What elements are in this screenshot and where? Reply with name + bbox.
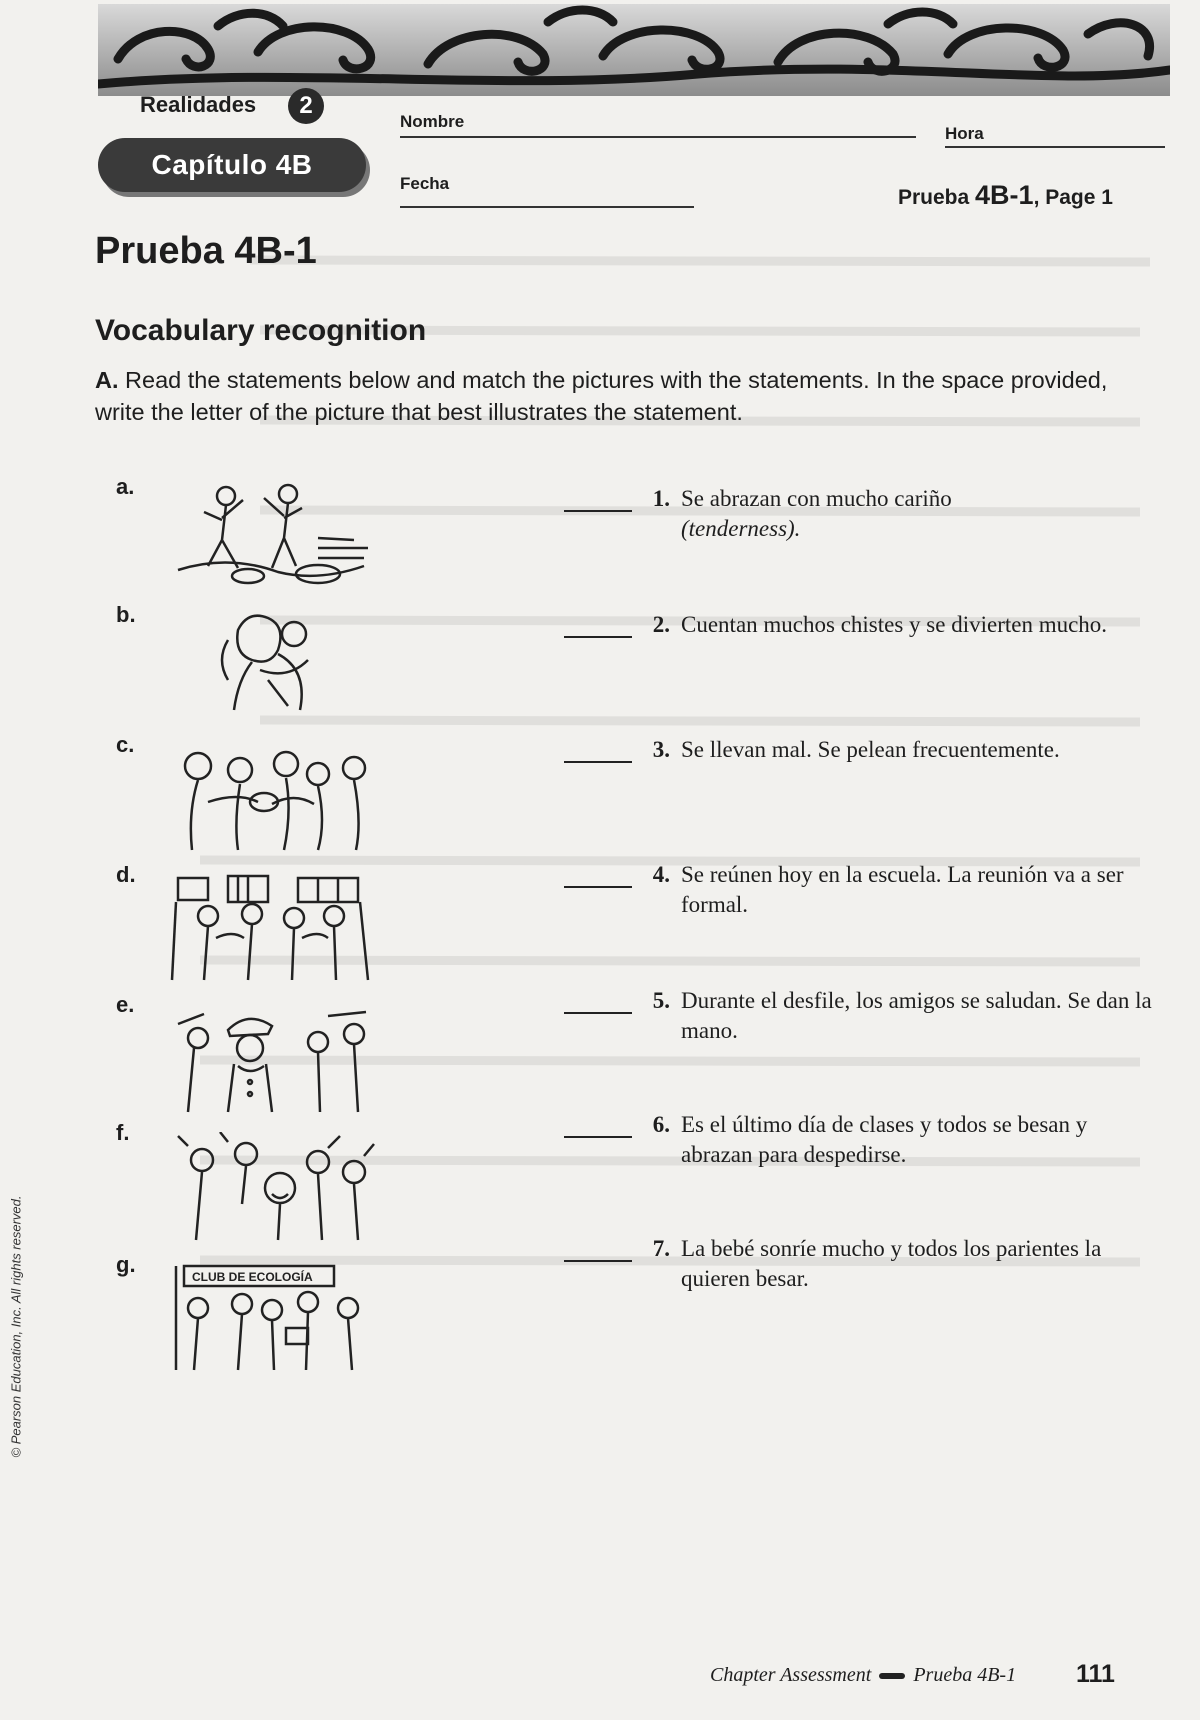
picture-letter-g: g. bbox=[116, 1252, 136, 1277]
picture-letter-d: d. bbox=[116, 862, 136, 887]
parade-illustration bbox=[168, 1004, 376, 1116]
running-header-title bbox=[898, 180, 1113, 211]
series-name: Realidades bbox=[140, 92, 257, 117]
statement-text-1 bbox=[681, 484, 1161, 544]
statement-text-5: Durante el desfile, los amigos se saludan. Se dan la mano. bbox=[681, 988, 1152, 1043]
statement-text-6: Es el último día de clases y todos se besan y abrazan para despedirse. bbox=[681, 1112, 1088, 1167]
section-title: Vocabulary recognition bbox=[95, 314, 427, 347]
statement-text-4: Se reúnen hoy en la escuela. La reunión va a ser formal. bbox=[681, 862, 1124, 917]
statement-number-3: 3. bbox=[652, 737, 670, 762]
answer-blank-2[interactable] bbox=[564, 636, 632, 638]
instructions-text: Read the statements below and match the pictures with the statements. In the space provided, write the letter of the picture that best illustrates the statement. bbox=[95, 367, 1108, 425]
statement-number-2: 2. bbox=[652, 612, 670, 637]
instructions bbox=[95, 364, 1157, 428]
answer-blank-4[interactable] bbox=[564, 886, 632, 888]
page-number: 111 bbox=[1076, 1660, 1115, 1688]
statement-number-7: 7. bbox=[652, 1236, 670, 1261]
statement-text-2: Cuentan muchos chistes y se divierten mucho. bbox=[681, 612, 1108, 637]
friends-hugging-goodbye-illustration bbox=[168, 872, 376, 984]
fecha-line[interactable] bbox=[400, 206, 694, 208]
people-celebrating-illustration bbox=[168, 478, 376, 590]
header-title-code: 4B-1 bbox=[975, 180, 1034, 210]
picture-letter-f: f. bbox=[116, 1120, 130, 1145]
statement-number-4: 4. bbox=[652, 862, 670, 887]
page-title: Prueba 4B-1 bbox=[95, 230, 317, 272]
fecha-label: Fecha bbox=[400, 174, 450, 193]
statement-text-7: La bebé sonríe mucho y todos los parientes la quieren besar. bbox=[681, 1236, 1102, 1291]
statement-number-1: 1. bbox=[652, 486, 670, 511]
picture-letter-c: c. bbox=[116, 732, 135, 757]
friends-laughing-illustration bbox=[168, 1132, 376, 1244]
answer-blank-7[interactable] bbox=[564, 1260, 632, 1262]
side-copyright: © Pearson Education, Inc. All rights reserved. bbox=[8, 1195, 24, 1458]
header-title-prefix: Prueba bbox=[898, 186, 976, 209]
instructions-letter: A. bbox=[95, 367, 119, 393]
statement-text-1-main: Se abrazan con mucho cariño bbox=[681, 486, 952, 511]
nombre-line[interactable] bbox=[400, 136, 916, 138]
footer-left: Chapter Assessment bbox=[710, 1664, 872, 1686]
answer-blank-3[interactable] bbox=[564, 761, 632, 763]
hora-line[interactable] bbox=[945, 146, 1165, 148]
picture-letter-e: e. bbox=[116, 992, 135, 1017]
nombre-label: Nombre bbox=[400, 112, 465, 131]
statement-gloss-1: (tenderness). bbox=[681, 516, 801, 541]
chapter-badge bbox=[98, 138, 366, 192]
statement-text-3: Se llevan mal. Se pelean frecuentemente. bbox=[681, 737, 1060, 762]
answer-blank-5[interactable] bbox=[564, 1012, 632, 1014]
hora-label: Hora bbox=[945, 124, 984, 143]
footer-right: Prueba 4B-1 bbox=[913, 1664, 1017, 1686]
level-badge: 2 bbox=[288, 88, 324, 124]
statement-number-6: 6. bbox=[652, 1112, 670, 1137]
ecology-club-sign: CLUB DE ECOLOGÍA bbox=[192, 1270, 313, 1284]
answer-blank-1[interactable] bbox=[564, 510, 632, 512]
family-with-baby-illustration bbox=[168, 742, 376, 854]
decorative-scroll-banner bbox=[98, 4, 1170, 96]
statement-number-5: 5. bbox=[652, 988, 670, 1013]
picture-letter-b: b. bbox=[116, 602, 136, 627]
footer bbox=[710, 1664, 1016, 1687]
header-title-suffix: , Page 1 bbox=[1033, 186, 1113, 209]
footer-separator bbox=[879, 1673, 905, 1679]
chapter-label: Capítulo 4B bbox=[151, 149, 313, 180]
mother-hugging-child-illustration bbox=[168, 610, 376, 722]
answer-blank-6[interactable] bbox=[564, 1136, 632, 1138]
picture-letter-a: a. bbox=[116, 474, 135, 499]
ecology-club-meeting-illustration bbox=[168, 1262, 376, 1374]
